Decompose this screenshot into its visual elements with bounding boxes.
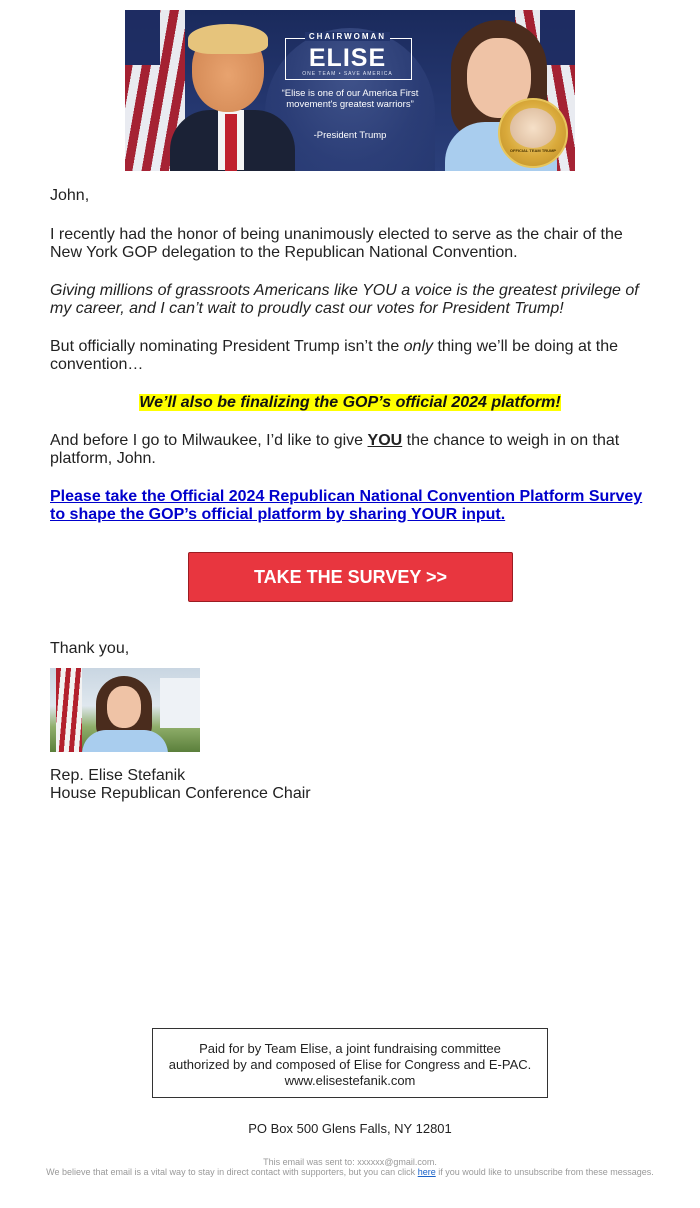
signature-photo [50, 668, 200, 752]
paragraph-3: But officially nominating President Trump isn’t the only thing we’ll be doing at the convention… [50, 338, 619, 373]
unsubscribe-link[interactable]: here [417, 1167, 436, 1177]
paragraph-2-italic: Giving millions of grassroots Americans like YOU a voice is the greatest privilege of my career, and I can’t wait to proudly cast our votes for President Trump! [50, 282, 639, 317]
emphasis-only: only [403, 338, 434, 355]
logo-chairwoman: CHAIRWOMAN [285, 32, 410, 41]
sent-to-notice: This email was sent to: xxxxxx@gmail.com. [263, 1157, 437, 1167]
header-banner [125, 10, 575, 171]
paid-for-disclaimer: Paid for by Team Elise, a joint fundraising committee authorized by and composed of Elise for Congress and E-PAC. www.elisestefanik.com [152, 1028, 548, 1098]
emphasis-you: YOU [367, 432, 403, 449]
logo-elise: ELISE [308, 44, 387, 72]
greeting: John, [50, 187, 90, 204]
unsubscribe-notice: We believe that email is a vital way to stay in direct contact with supporters, but you can click here if you would like to unsubscribe from these messages. [46, 1167, 654, 1177]
take-survey-button[interactable]: TAKE THE SURVEY >> [188, 552, 513, 602]
official-team-trump-seal: OFFICIAL TEAM TRUMP [498, 98, 568, 168]
logo-tagline: ONE TEAM • SAVE AMERICA [302, 71, 393, 77]
paragraph-1: I recently had the honor of being unanimously elected to serve as the chair of the New York GOP delegation to the Republican National Convention. [50, 226, 623, 261]
signature-name: Rep. Elise Stefanik [50, 767, 186, 784]
paragraph-4: And before I go to Milwaukee, I’d like to give YOU the chance to weigh in on that platform, John. [50, 432, 620, 467]
signature-title: House Republican Conference Chair [50, 785, 311, 802]
survey-link[interactable]: Please take the Official 2024 Republican National Convention Platform Survey to shape the GOP’s official platform by sharing YOUR input. [50, 488, 643, 523]
highlighted-statement: We’ll also be finalizing the GOP’s official 2024 platform! [139, 394, 561, 411]
mailing-address: PO Box 500 Glens Falls, NY 12801 [248, 1121, 452, 1136]
banner-quote: “Elise is one of our America First movement's greatest warriors” [281, 88, 419, 110]
banner-attribution: -President Trump [313, 130, 387, 141]
sign-off: Thank you, [50, 640, 130, 657]
